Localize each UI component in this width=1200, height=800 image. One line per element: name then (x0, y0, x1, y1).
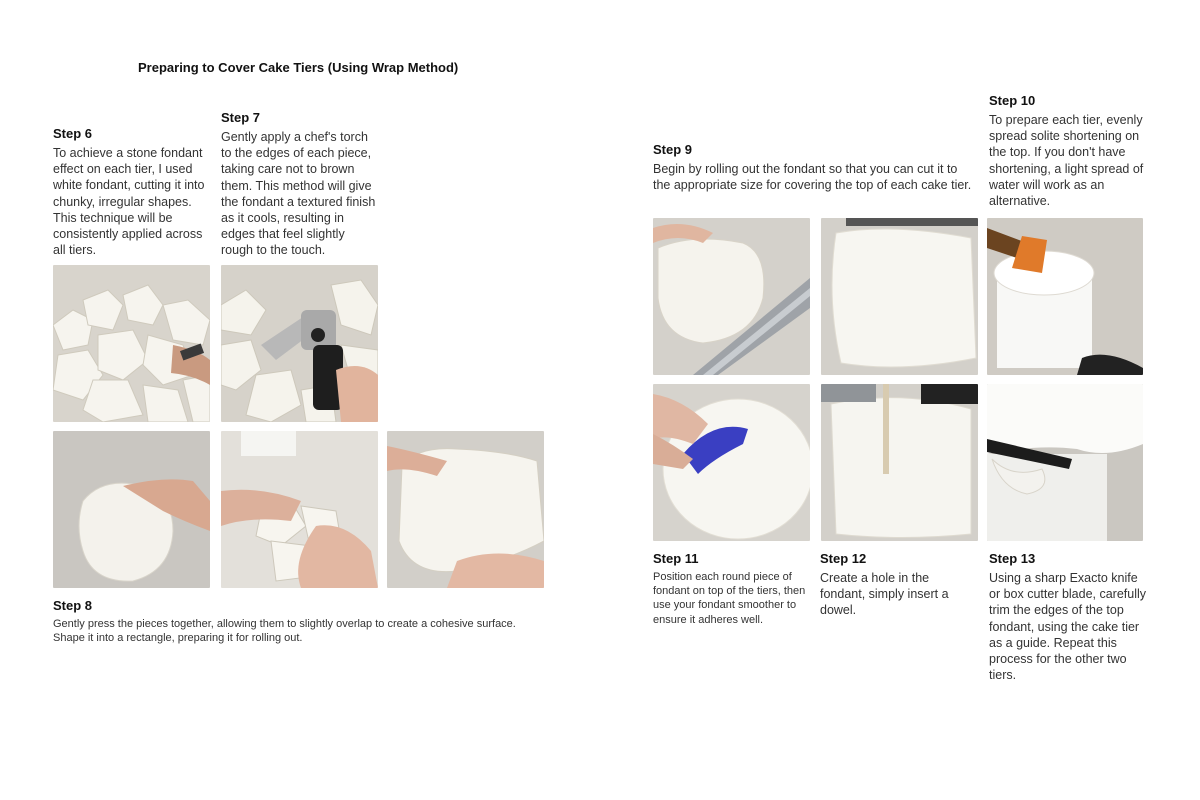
photo-fondant-chunks (53, 265, 210, 422)
step-8-heading: Step 8 (53, 598, 93, 613)
photo-trimming-edges (987, 384, 1143, 541)
step-6-text: To achieve a stone fondant effect on each tier, I used white fondant, cutting it into chunky, irregular shapes. This technique will be consistently applied across all tiers. (53, 146, 205, 258)
photo-fondant-rectangle (387, 431, 544, 588)
page-title: Preparing to Cover Cake Tiers (Using Wrap Method) (138, 60, 459, 75)
step-13-text: Using a sharp Exacto knife or box cutter blade, carefully trim the edges of the top fondant, using the cake tier as a guide. Repeat this process for the other two tiers. (989, 571, 1147, 683)
step-7-text: Gently apply a chef's torch to the edges of each piece, taking care not to brown them. This method will give the fondant a textured finish as it cools, resulting in edges that feel slightly rough to the touch. (221, 130, 376, 258)
photo-rolled-sheet (821, 218, 978, 375)
photo-fondant-ball (53, 431, 210, 588)
step-8-text: Gently press the pieces together, allowing them to slightly overlap to create a cohesive surface. Shape it into a rectangle, preparing it for rolling out. (53, 618, 516, 645)
photo-rolling-fondant (653, 218, 810, 375)
step-12-text: Create a hole in the fondant, simply insert a dowel. (820, 571, 949, 618)
step-13-heading: Step 13 (989, 551, 1036, 566)
step-10-text: To prepare each tier, evenly spread solite shortening on the top. If you don't have shortening, a light spread of water will work as an alternative. (989, 113, 1144, 209)
step-11-heading: Step 11 (653, 551, 699, 566)
step-11-text: Position each round piece of fondant on top of the tiers, then use your fondant smoother to ensure it adheres well. (653, 571, 806, 626)
photo-inserting-dowel (821, 384, 978, 541)
step-9-heading: Step 9 (653, 142, 693, 157)
photo-smoothing-fondant (653, 384, 810, 541)
step-7-heading: Step 7 (221, 110, 261, 125)
step-9-text: Begin by rolling out the fondant so that you can cut it to the appropriate size for covering the top of each cake tier. (653, 162, 972, 193)
photo-chefs-torch (221, 265, 378, 422)
photo-brushing-shortening (987, 218, 1143, 375)
step-6-heading: Step 6 (53, 126, 93, 141)
photo-pressing-pieces (221, 431, 378, 588)
step-10-heading: Step 10 (989, 93, 1036, 108)
step-12-heading: Step 12 (820, 551, 867, 566)
